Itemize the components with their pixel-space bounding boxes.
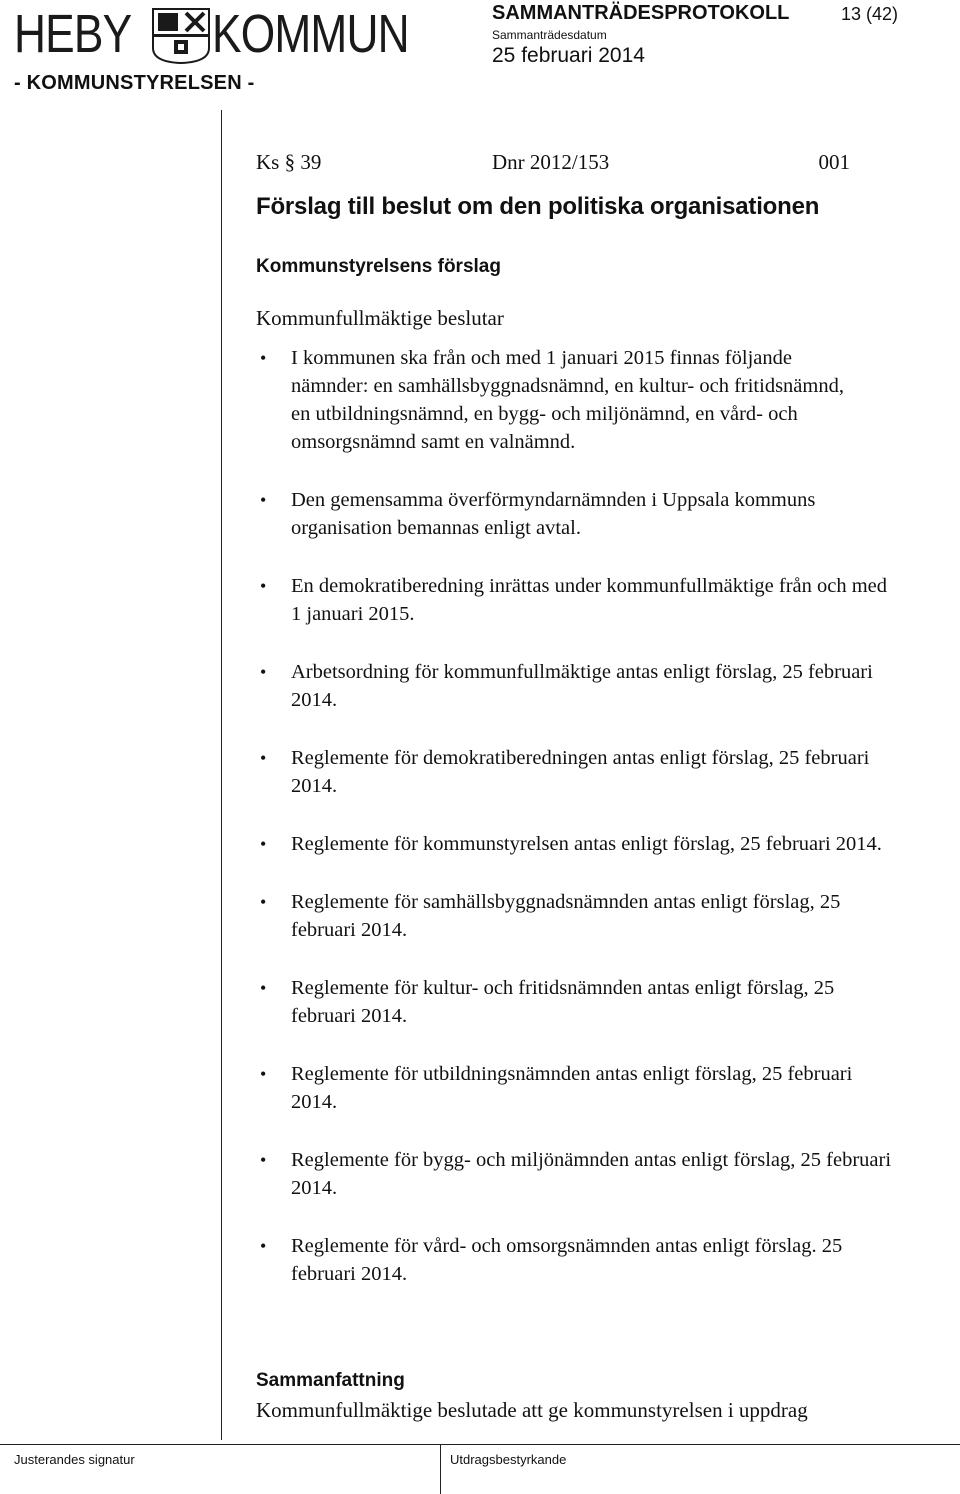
- list-item-text: Den gemensamma överförmyndarnämnden i Uppsala kommuns organisation bemannas enligt avtal.: [291, 489, 816, 539]
- list-item-text: Reglemente för kommunstyrelsen antas enligt förslag, 25 februari 2014.: [291, 833, 882, 855]
- footer-divider: [0, 1444, 960, 1445]
- list-item: [256, 1146, 901, 1202]
- summary-heading: Sammanfattning: [256, 1370, 405, 1391]
- list-item-text: En demokratiberedning inrättas under kommunfullmäktige från och med 1 januari 2015.: [291, 575, 888, 625]
- list-item-text: I kommunen ska från och med 1 januari 2015 finnas följande nämnder: en samhällsbyggnadsnämnd, en kultur- och fritidsnämnd, en utbildningsnämnd, en bygg- och miljönämnd, en vård- och omsorgsnämnd samt en valnämnd.: [291, 347, 844, 453]
- proposal-intro: Kommunfullmäktige beslutar: [256, 306, 504, 330]
- page-indicator: 13 (42): [840, 4, 898, 24]
- list-item-text: Reglemente för vård- och omsorgsnämnden antas enligt förslag. 25 februari 2014.: [291, 1235, 843, 1285]
- list-item-text: Arbetsordning för kommunfullmäktige antas enligt förslag, 25 februari 2014.: [291, 661, 873, 711]
- logo-text-kommun: KOMMUN: [212, 4, 409, 64]
- list-item: [256, 572, 891, 628]
- certification-field-label: Utdragsbestyrkande: [450, 1452, 567, 1467]
- meeting-date: 25 februari 2014: [492, 44, 645, 67]
- decision-list: [256, 344, 896, 1288]
- signature-field-label: Justerandes signatur: [14, 1452, 135, 1467]
- footer-column-divider: [440, 1444, 441, 1494]
- list-item-text: Reglemente för utbildningsnämnden antas enligt förslag, 25 februari 2014.: [291, 1063, 853, 1113]
- paragraph-reference-row: [256, 150, 850, 175]
- list-item: [256, 1060, 901, 1116]
- coat-of-arms-icon: [152, 8, 210, 64]
- diary-number: Dnr 2012/153: [492, 150, 610, 174]
- list-item: [256, 830, 891, 858]
- list-item-text: Reglemente för samhällsbyggnadsnämnden antas enligt förslag, 25 februari 2014.: [291, 891, 841, 941]
- list-item: [256, 486, 851, 542]
- meeting-date-label: Sammanträdesdatum: [492, 28, 607, 42]
- summary-text: Kommunfullmäktige beslutade att ge kommunstyrelsen i uppdrag: [256, 1398, 808, 1422]
- list-item-text: Reglemente för kultur- och fritidsnämnden antas enligt förslag, 25 februari 2014.: [291, 977, 835, 1027]
- list-item: [256, 1232, 891, 1288]
- paragraph-number: Ks § 39: [256, 150, 322, 174]
- list-item: [256, 344, 846, 456]
- list-item: [256, 744, 891, 800]
- proposal-heading: Kommunstyrelsens förslag: [256, 256, 501, 277]
- board-name: - KOMMUNSTYRELSEN -: [14, 72, 255, 94]
- logo-text-heby: HEBY: [14, 4, 132, 64]
- list-item-text: Reglemente för bygg- och miljönämnden antas enligt förslag, 25 februari 2014.: [291, 1149, 892, 1199]
- margin-rule: [221, 110, 222, 1440]
- protocol-title: SAMMANTRÄDESPROTOKOLL: [492, 2, 790, 24]
- paragraph-title: Förslag till beslut om den politiska organisationen: [256, 193, 820, 220]
- list-item: [256, 974, 891, 1030]
- archive-code: 001: [818, 150, 850, 174]
- list-item: [256, 888, 891, 944]
- list-item: [256, 658, 891, 714]
- list-item-text: Reglemente för demokratiberedningen antas enligt förslag, 25 februari 2014.: [291, 747, 870, 797]
